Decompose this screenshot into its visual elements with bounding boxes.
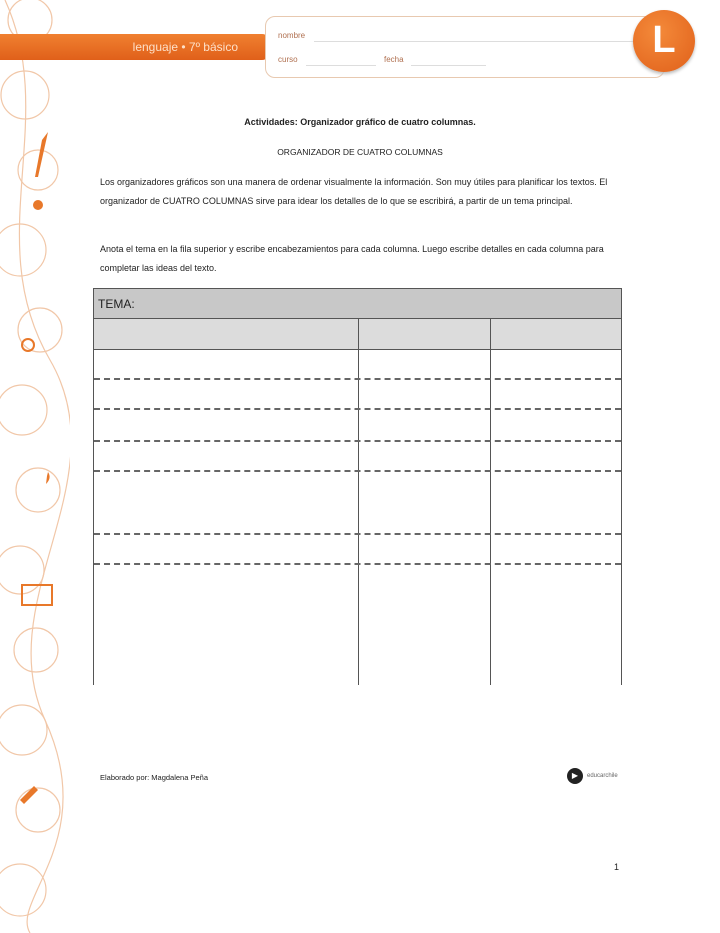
date-label: fecha	[384, 55, 404, 64]
language-logo: L	[633, 10, 695, 72]
name-field[interactable]	[314, 41, 634, 42]
subject-banner	[0, 34, 270, 60]
intro-paragraph: Los organizadores gráficos son una manera de ordenar visualmente la información. Son muy útiles para planificar los textos. El organizador de CUATRO COLUMNAS sirve para idear los detalles de lo que se escribirá, a partir de un tema principal.	[100, 177, 608, 206]
writing-line	[94, 440, 621, 442]
course-label: curso	[278, 55, 298, 64]
four-column-organizer	[93, 288, 622, 350]
page-number: 1	[614, 862, 620, 872]
writing-line	[94, 563, 621, 565]
activity-subtitle: ORGANIZADOR DE CUATRO COLUMNAS	[277, 147, 443, 157]
activity-title: Actividades: Organizador gráfico de cuatro columnas.	[244, 117, 476, 127]
play-icon: ▶	[567, 768, 583, 784]
column-divider	[358, 349, 359, 685]
student-info-box	[265, 16, 665, 78]
date-field[interactable]	[411, 65, 486, 66]
brand-name: educarchile	[587, 773, 618, 779]
instructions-paragraph: Anota el tema en la fila superior y escribe encabezamientos para cada columna. Luego escribe detalles en cada columna para completar las ideas del texto.	[100, 244, 604, 273]
column-heading-3[interactable]	[491, 319, 622, 350]
writing-line	[94, 408, 621, 410]
subject-label: lenguaje • 7º básico	[132, 40, 238, 54]
writing-line	[94, 378, 621, 380]
decorative-swirl-border	[0, 0, 70, 933]
organizer-body[interactable]	[93, 349, 622, 685]
writing-line	[94, 470, 621, 472]
brand-logo	[567, 768, 618, 784]
column-divider	[490, 349, 491, 685]
tema-header[interactable]: TEMA:	[94, 289, 622, 319]
column-heading-1[interactable]	[94, 319, 359, 350]
author-credit: Elaborado por: Magdalena Peña	[100, 773, 208, 782]
column-heading-2[interactable]	[359, 319, 491, 350]
course-field[interactable]	[306, 65, 376, 66]
writing-line	[94, 533, 621, 535]
name-label: nombre	[278, 31, 306, 40]
